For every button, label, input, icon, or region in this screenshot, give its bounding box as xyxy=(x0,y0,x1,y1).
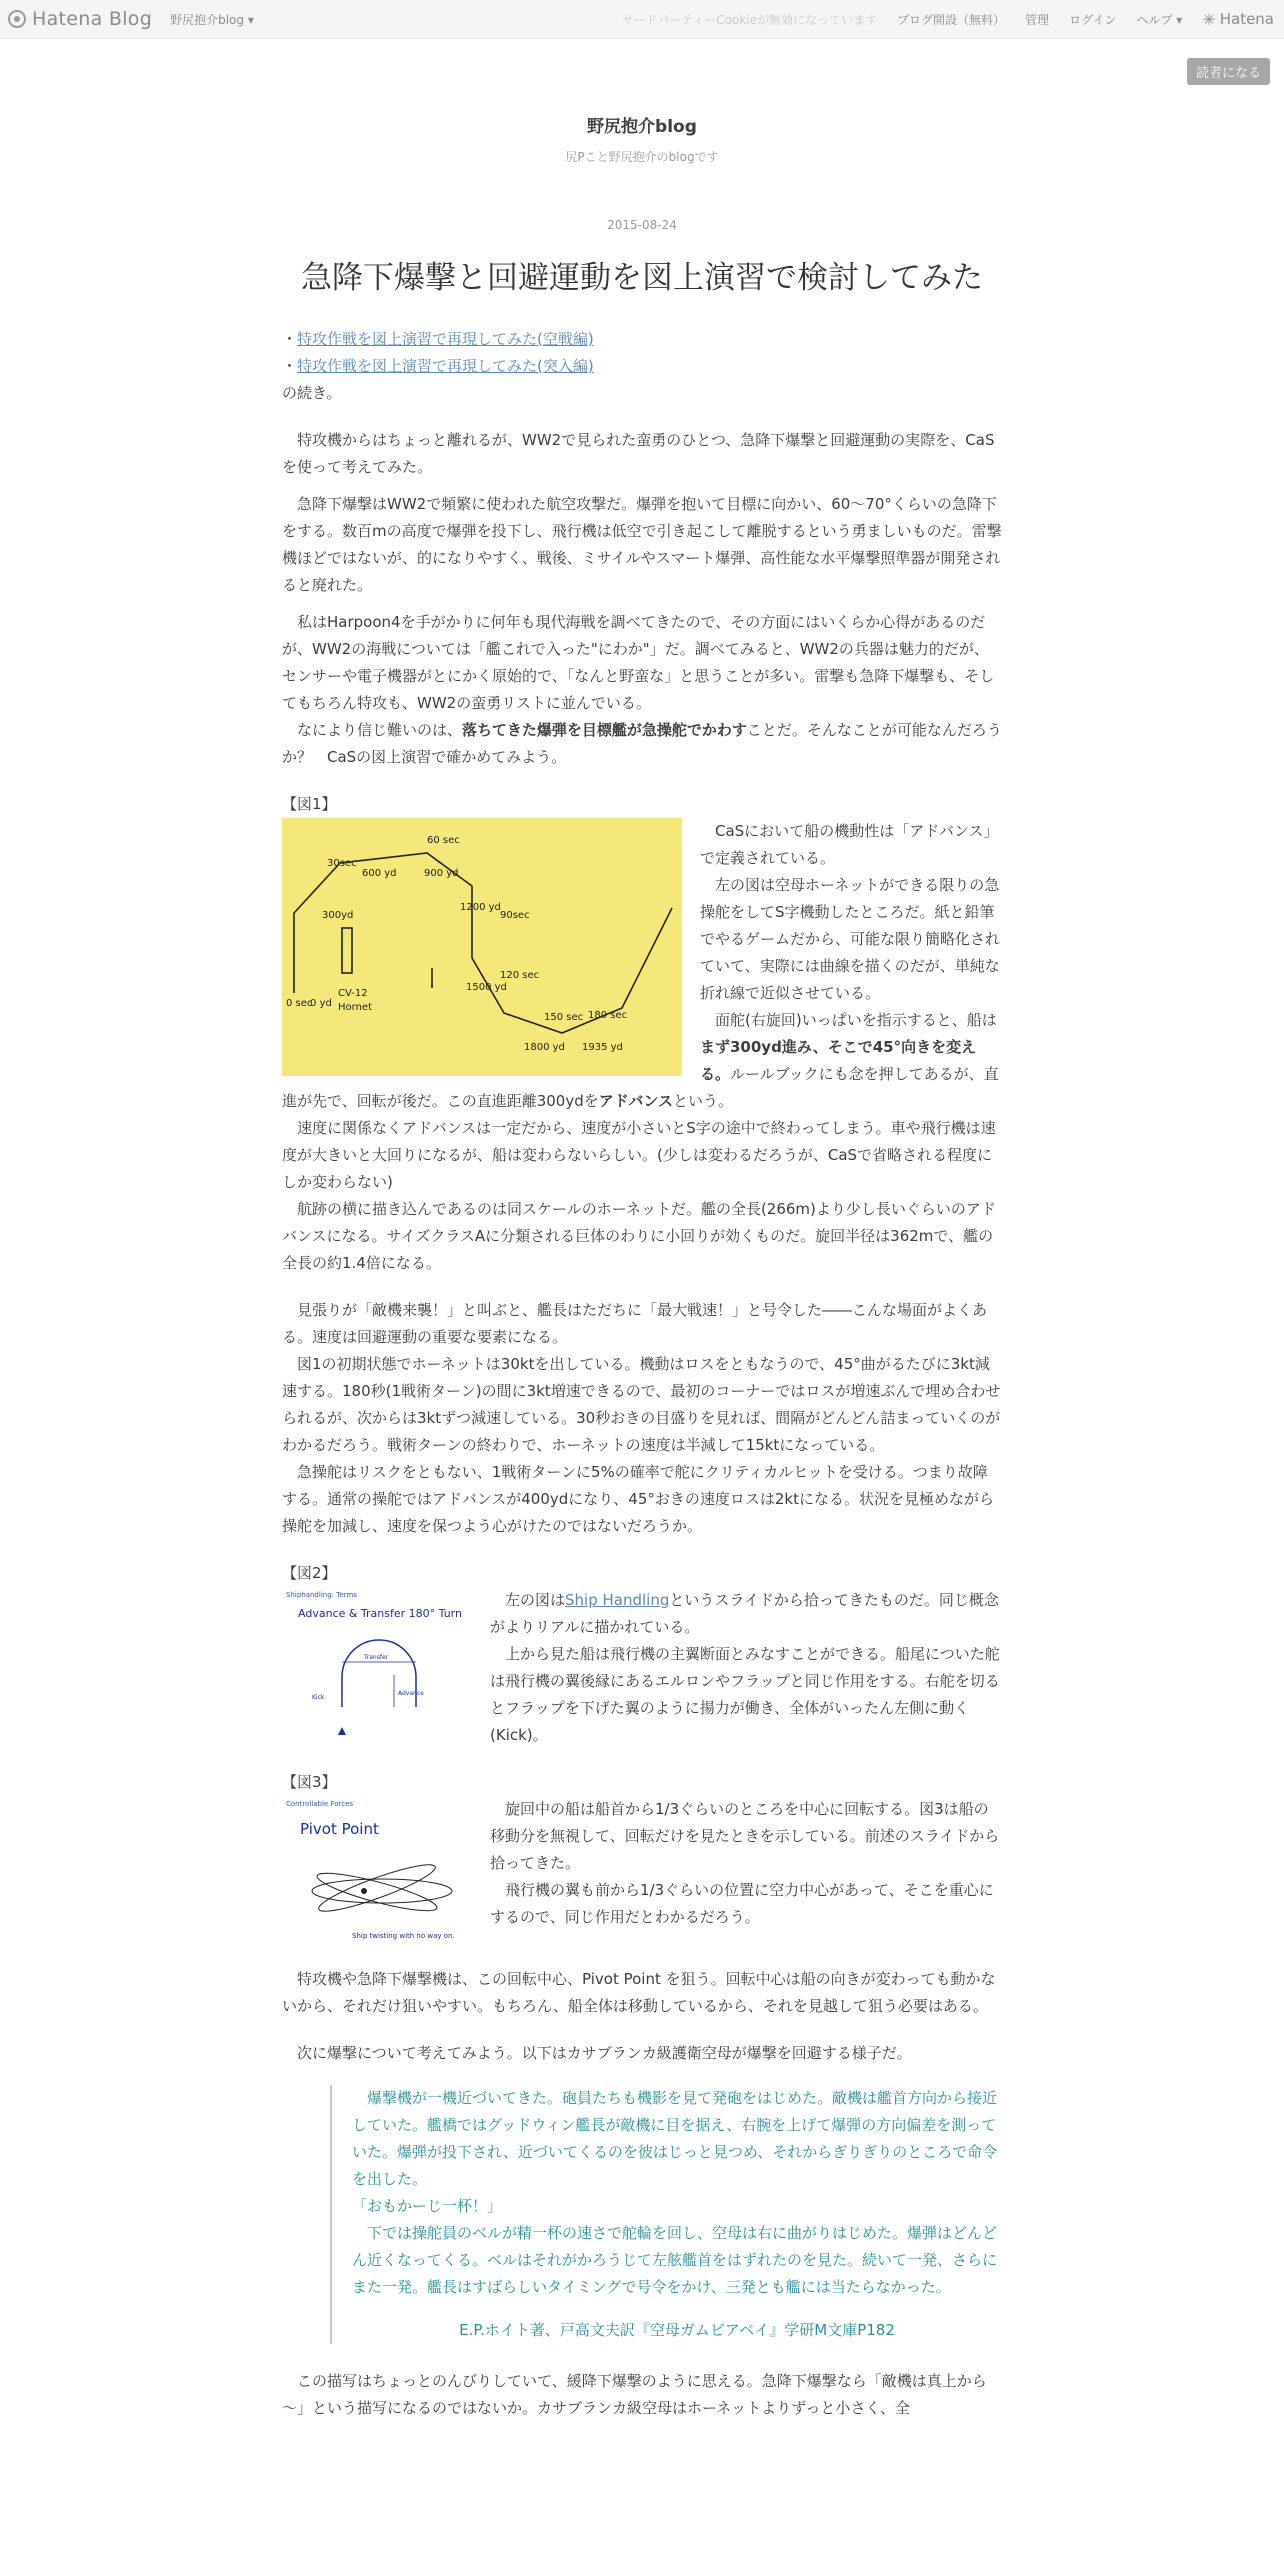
figure-label: 【図2】 xyxy=(282,1564,337,1582)
entry-date[interactable]: 2015-08-24 xyxy=(607,218,677,232)
fig1-label: 0 sec xyxy=(286,998,313,1009)
fig1-label: 1200 yd xyxy=(460,902,501,913)
figure-label: 【図1】 xyxy=(282,795,337,813)
paragraph: 左の図はShip Handlingというスライドから拾ってきたものだ。同じ概念がよりリアルに描かれている。 xyxy=(490,1591,999,1636)
related-link-assault[interactable]: 特攻作戦を図上演習で再現してみた(突入編) xyxy=(297,357,594,375)
fig1-label: 180 sec xyxy=(588,1010,628,1021)
paragraph: 特攻機や急降下爆撃機は、この回転中心、Pivot Point を狙う。回転中心は船の向きが変わっても動かないから、それだけ狙いやすい。もちろん、船全体は移動しているから、それを見越して狙う必要はある。 xyxy=(282,1970,996,2015)
hatena-star-icon: ✳ xyxy=(1202,9,1216,29)
quote-paragraph: 爆撃機が一機近づいてきた。砲員たちも機影を見て発砲をはじめた。敵機は艦首方向から接近していた。艦橋ではグッドウィン艦長が敵機に目を据え、右腕を上げて爆弾の方向偏差を測っていた。爆弾が投下され、近づいてくるのを彼はじっと見つめ、それからぎりぎりのところで命令を出した。 xyxy=(352,2089,998,2188)
paragraph: 左の図は空母ホーネットができる限りの急操舵をしてS字機動したところだ。紙と鉛筆でやるゲームだから、可能な限り簡略化されていて、実際には曲線を描くのだが、単純な折れ線で近似させている。 xyxy=(700,876,1001,1002)
fig2-kick: Kick xyxy=(312,1694,325,1701)
fig1-label: 0 yd xyxy=(310,998,332,1009)
continuation-text: の続き。 xyxy=(282,384,342,402)
paragraph: 急操舵はリスクをともない、1戦術ターンに5%の確率で舵にクリティカルヒットを受ける。つまり故障する。通常の操舵ではアドバンスが400ydになり、45°おきの速度ロスは2ktになる。状況を見極めながら操舵を加減し、速度を保つよう心がけたのではないだろうか。 xyxy=(282,1463,994,1535)
open-blog-link[interactable]: ブログ開設（無料） xyxy=(897,12,1006,27)
paragraph: 見張りが「敵機来襲！」と叫ぶと、艦長はただちに「最大戦速！」と号令した――こんな場面がよくある。速度は回避運動の重要な要素になる。 xyxy=(282,1301,988,1346)
hatena-label: Hatena xyxy=(1219,10,1274,28)
fig2-title: Advance & Transfer 180° Turn xyxy=(298,1607,462,1620)
quote-paragraph: 「おもかーじ一杯！」 xyxy=(352,2197,503,2215)
cookie-notice: サードパーティーCookieが無効になっています xyxy=(621,12,878,27)
paragraph: CaSにおいて船の機動性は「アドバンス」で定義されている。 xyxy=(700,822,999,867)
hatena-blog-logo[interactable] xyxy=(8,8,152,30)
paragraph: 私はHarpoon4を手がかりに何年も現代海戦を調べてきたので、その方面にはいくらか心得があるのだが、WW2の海戦については「艦これで入った"にわか"」だ。調べてみると、WW2の兵器は魅力的だが、センサーや電子機器がとにかく原始的で、「なんと野蛮な」と思うことが多い。雷撃も急降下爆撃も、そしてもちろん特攻も、WW2の蛮勇リストに並んでいる。 xyxy=(282,613,995,712)
bold-text: 落ちてきた爆弾を目標艦が急操舵でかわす xyxy=(462,721,747,739)
related-link-row: ・特攻作戦を図上演習で再現してみた(突入編) xyxy=(282,357,594,375)
paragraph: 図1の初期状態でホーネットは30ktを出している。機動はロスをともなうので、45°曲がるたびに3kt減速する。180秒(1戦術ターン)の間に3kt増速できるので、最初のコーナーではロスが増速ぶんで埋め合わせられるが、次からは3ktずつ減速している。30秒おきの目盛りを見れば、間隔がどんどん詰まっていくのがわかるだろう。戦術ターンの終わりで、ホーネットの速度は半減して15ktになっている。 xyxy=(282,1355,1001,1454)
bold-text: アドバンス xyxy=(598,1092,673,1110)
paragraph: なにより信じ難いのは、落ちてきた爆弾を目標艦が急操舵でかわすことだ。そんなことが可能なんだろうか？ CaSの図上演習で確かめてみよう。 xyxy=(282,721,1002,766)
figure-1-image[interactable] xyxy=(282,818,682,1076)
fig1-label: 1800 yd xyxy=(524,1042,565,1053)
fig3-title: Pivot Point xyxy=(300,1820,379,1838)
paragraph: 上から見た船は飛行機の主翼断面とみなすことができる。船尾についた舵は飛行機の翼後縁にあるエルロンやフラップと同じ作用をする。右舵を切るとフラップを下げた翼のように揚力が働き、全体がいったん左側に動く(Kick)。 xyxy=(490,1645,1000,1744)
paragraph: 面舵(右旋回)いっぱいを指示すると、船はまず300yd進み、そこで45°向きを変える。ルールブックにも念を押してあるが、直進が先で、回転が後だ。この直進距離300ydをアドバンスという。 xyxy=(282,1011,999,1110)
blog-title[interactable]: 野尻抱介blog xyxy=(587,117,697,137)
paragraph: 特攻機からはちょっと離れるが、WW2で見られた蛮勇のひとつ、急降下爆撃と回避運動の実際を、CaSを使って考えてみた。 xyxy=(282,431,995,476)
hatena-home-link[interactable] xyxy=(1202,10,1274,29)
fig1-label: 300yd xyxy=(322,910,354,921)
paragraph: この描写はちょっとのんびりしていて、緩降下爆撃のように思える。急降下爆撃なら「敵機は真上から～」という描写になるのではないか。カサブランカ級空母はホーネットよりずっと小さく、全 xyxy=(282,2372,987,2417)
fig1-label: 600 yd xyxy=(362,868,397,879)
fig1-label: 900 yd xyxy=(424,868,459,879)
quote-block xyxy=(330,2085,1002,2344)
login-link[interactable]: ログイン xyxy=(1069,12,1117,27)
fig1-label: 1500 yd xyxy=(466,982,507,993)
paragraph: 次に爆撃について考えてみよう。以下はカサブランカ級護衛空母が爆撃を回避する様子だ。 xyxy=(282,2044,912,2062)
fig2-advance: Advance xyxy=(398,1690,424,1697)
paragraph: 航跡の横に描き込んであるのは同スケールのホーネットだ。艦の全長(266m)より少し長いぐらいのアドバンスになる。サイズクラスAに分類される巨体のわりに小回りが効くものだ。旋回半径は362mで、艦の全長の約1.4倍になる。 xyxy=(282,1200,996,1272)
related-link-row: ・特攻作戦を図上演習で再現してみた(空戦編) xyxy=(282,330,594,348)
paragraph: 急降下爆撃はWW2で頻繁に使われた航空攻撃だ。爆弾を抱いて目標に向かい、60～70°くらいの急降下をする。数百mの高度で爆弾を投下し、飛行機は低空で引き起こして離脱するという勇ましいものだ。雷撃機ほどではないが、的になりやすく、戦後、ミサイルやスマート爆弾、高性能な水平爆撃照準器が開発されると廃れた。 xyxy=(282,495,1002,594)
fig1-label: 30sec xyxy=(327,858,357,869)
fig3-bottom: Ship twisting with no way on. xyxy=(352,1932,455,1940)
blog-description: 尻Pこと野尻抱介のblogです xyxy=(565,150,719,164)
blog-switcher[interactable]: 野尻抱介blog ▾ xyxy=(170,12,254,27)
figure-2-image[interactable] xyxy=(282,1587,472,1737)
global-header xyxy=(0,0,1284,39)
entry-title[interactable]: 急降下爆撃と回避運動を図上演習で検討してみた xyxy=(301,260,983,296)
subscribe-button[interactable]: 読者になる xyxy=(1187,58,1270,85)
fig1-label: 1935 yd xyxy=(582,1042,623,1053)
quote-paragraph: 下では操舵員のベルが精一杯の速さで舵輪を回し、空母は右に曲がりはじめた。爆弾はどんどん近くなってくる。ベルはそれがかろうじて左舷艦首をはずれたのを見た。続いて一発、さらにまた一発。艦長はすばらしいタイミングで号令をかけ、三発とも艦には当たらなかった。 xyxy=(352,2224,998,2296)
brand-name: Hatena Blog xyxy=(32,8,153,30)
figure-2-block xyxy=(282,1587,1002,1749)
help-menu[interactable]: ヘルプ ▾ xyxy=(1136,12,1183,27)
paragraph: 速度に関係なくアドバンスは一定だから、速度が小さいとS字の途中で終わってしまう。車や飛行機は速度が大きいと大回りになるが、船は変わらないらしい。(少しは変わるだろうが、CaSで省略される程度にしか変わらない) xyxy=(282,1119,996,1191)
fig1-label: 120 sec xyxy=(500,970,540,981)
hatena-blog-icon xyxy=(8,10,26,28)
bold-text: まず300yd進み、そこで45°向きを変える。 xyxy=(700,1038,977,1083)
fig1-label: 90sec xyxy=(500,910,530,921)
ship-handling-link[interactable]: Ship Handling xyxy=(565,1591,670,1609)
fig1-label: 150 sec xyxy=(544,1012,584,1023)
fig3-caption: Controllable Forces xyxy=(286,1800,354,1808)
figure-label: 【図3】 xyxy=(282,1773,337,1791)
admin-link[interactable]: 管理 xyxy=(1025,12,1050,27)
fig2-transfer: Transfer xyxy=(364,1654,389,1661)
quote-citation: E.P.ホイト著、戸高文夫訳『空母ガムビアベイ』学研M文庫P182 xyxy=(459,2321,895,2339)
figure-3-block xyxy=(282,1796,1002,1946)
figure-1-block xyxy=(282,818,1002,1115)
paragraph: 飛行機の翼も前から1/3ぐらいの位置に空力中心があって、そこを重心にするので、同じ作用だとわかるだろう。 xyxy=(490,1881,994,1926)
related-link-air[interactable]: 特攻作戦を図上演習で再現してみた(空戦編) xyxy=(297,330,594,348)
figure-3-image[interactable] xyxy=(282,1796,472,1946)
fig2-caption: Shiphandling: Terms xyxy=(286,1591,357,1599)
fig1-label: CV-12 xyxy=(338,988,368,999)
fig1-label: 60 sec xyxy=(427,835,460,846)
paragraph: 旋回中の船は船首から1/3ぐらいのところを中心に回転する。図3は船の移動分を無視して、回転だけを見たときを示している。前述のスライドから拾ってきた。 xyxy=(490,1800,1000,1872)
fig1-label: Hornet xyxy=(338,1002,372,1013)
entry-content xyxy=(282,326,1002,2422)
